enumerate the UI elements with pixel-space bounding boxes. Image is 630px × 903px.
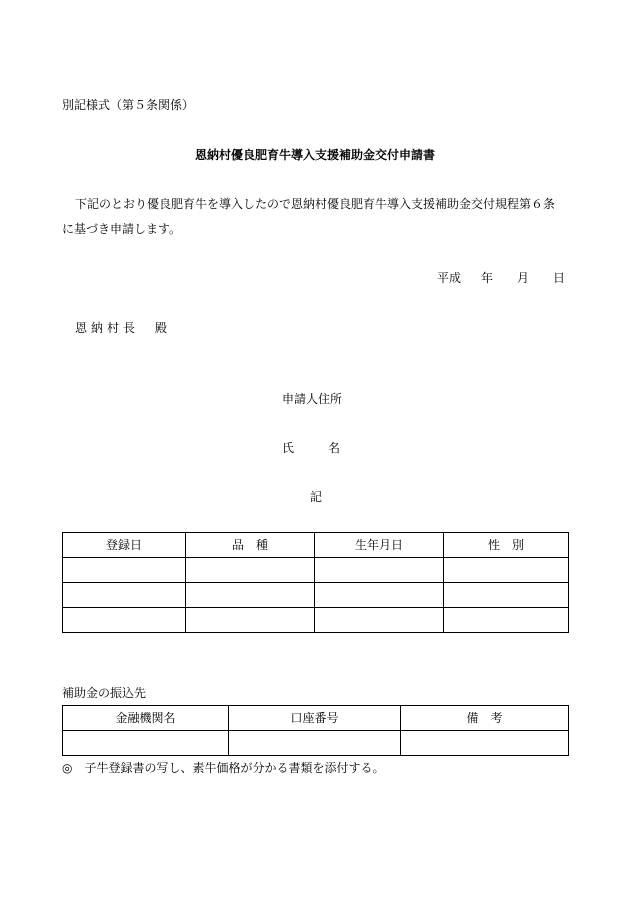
body-text-line-2: に基づき申請します。	[62, 222, 182, 236]
applicant-name-label-second: 名	[328, 441, 341, 455]
table-cell[interactable]	[63, 583, 186, 608]
cattle-header-birth-date: 生年月日	[315, 533, 444, 558]
bank-transfer-table	[62, 705, 569, 756]
table-cell[interactable]	[229, 731, 401, 756]
bank-table-header-row	[63, 706, 569, 731]
cattle-table-header-row	[63, 533, 569, 558]
cattle-header-breed: 品 種	[186, 533, 315, 558]
applicant-name-label-first: 氏	[282, 441, 295, 455]
table-cell[interactable]	[186, 583, 315, 608]
date-month-label: 月	[517, 271, 530, 285]
table-row	[63, 608, 569, 633]
form-number: 別記様式（第５条関係）	[62, 98, 195, 112]
table-cell[interactable]	[401, 731, 569, 756]
table-row	[63, 558, 569, 583]
ki-mark: 記	[310, 490, 323, 504]
cattle-header-registration-date: 登録日	[63, 533, 186, 558]
cattle-table	[62, 532, 569, 633]
date-day-label: 日	[553, 271, 566, 285]
table-cell[interactable]	[63, 608, 186, 633]
document-title: 恩納村優良肥育牛導入支援補助金交付申請書	[194, 148, 435, 162]
bank-header-account-number: 口座番号	[229, 706, 401, 731]
table-cell[interactable]	[315, 558, 444, 583]
body-text-line-1: 下記のとおり優良肥育牛を導入したので恩納村優良肥育牛導入支援補助金交付規程第６条	[75, 197, 556, 211]
table-cell[interactable]	[315, 608, 444, 633]
table-cell[interactable]	[444, 608, 569, 633]
date-year-label: 年	[481, 271, 494, 285]
attachment-note: ◎ 子牛登録書の写し、素牛価格が分かる書類を添付する。	[62, 761, 385, 775]
table-cell[interactable]	[63, 731, 229, 756]
date-block	[437, 272, 565, 284]
table-cell[interactable]	[186, 558, 315, 583]
applicant-address-label: 申請人住所	[282, 392, 343, 406]
addressee: 恩納村長 殿	[75, 321, 172, 335]
date-era-label: 平成	[437, 271, 462, 285]
bank-header-remarks: 備 考	[401, 706, 569, 731]
table-row	[63, 731, 569, 756]
table-row	[63, 583, 569, 608]
table-cell[interactable]	[63, 558, 186, 583]
cattle-header-sex: 性 別	[444, 533, 569, 558]
table-cell[interactable]	[186, 608, 315, 633]
table-cell[interactable]	[315, 583, 444, 608]
bank-header-institution-name: 金融機関名	[63, 706, 229, 731]
bank-transfer-heading: 補助金の振込先	[62, 686, 147, 700]
table-cell[interactable]	[444, 583, 569, 608]
table-cell[interactable]	[444, 558, 569, 583]
applicant-name-label	[282, 442, 340, 454]
